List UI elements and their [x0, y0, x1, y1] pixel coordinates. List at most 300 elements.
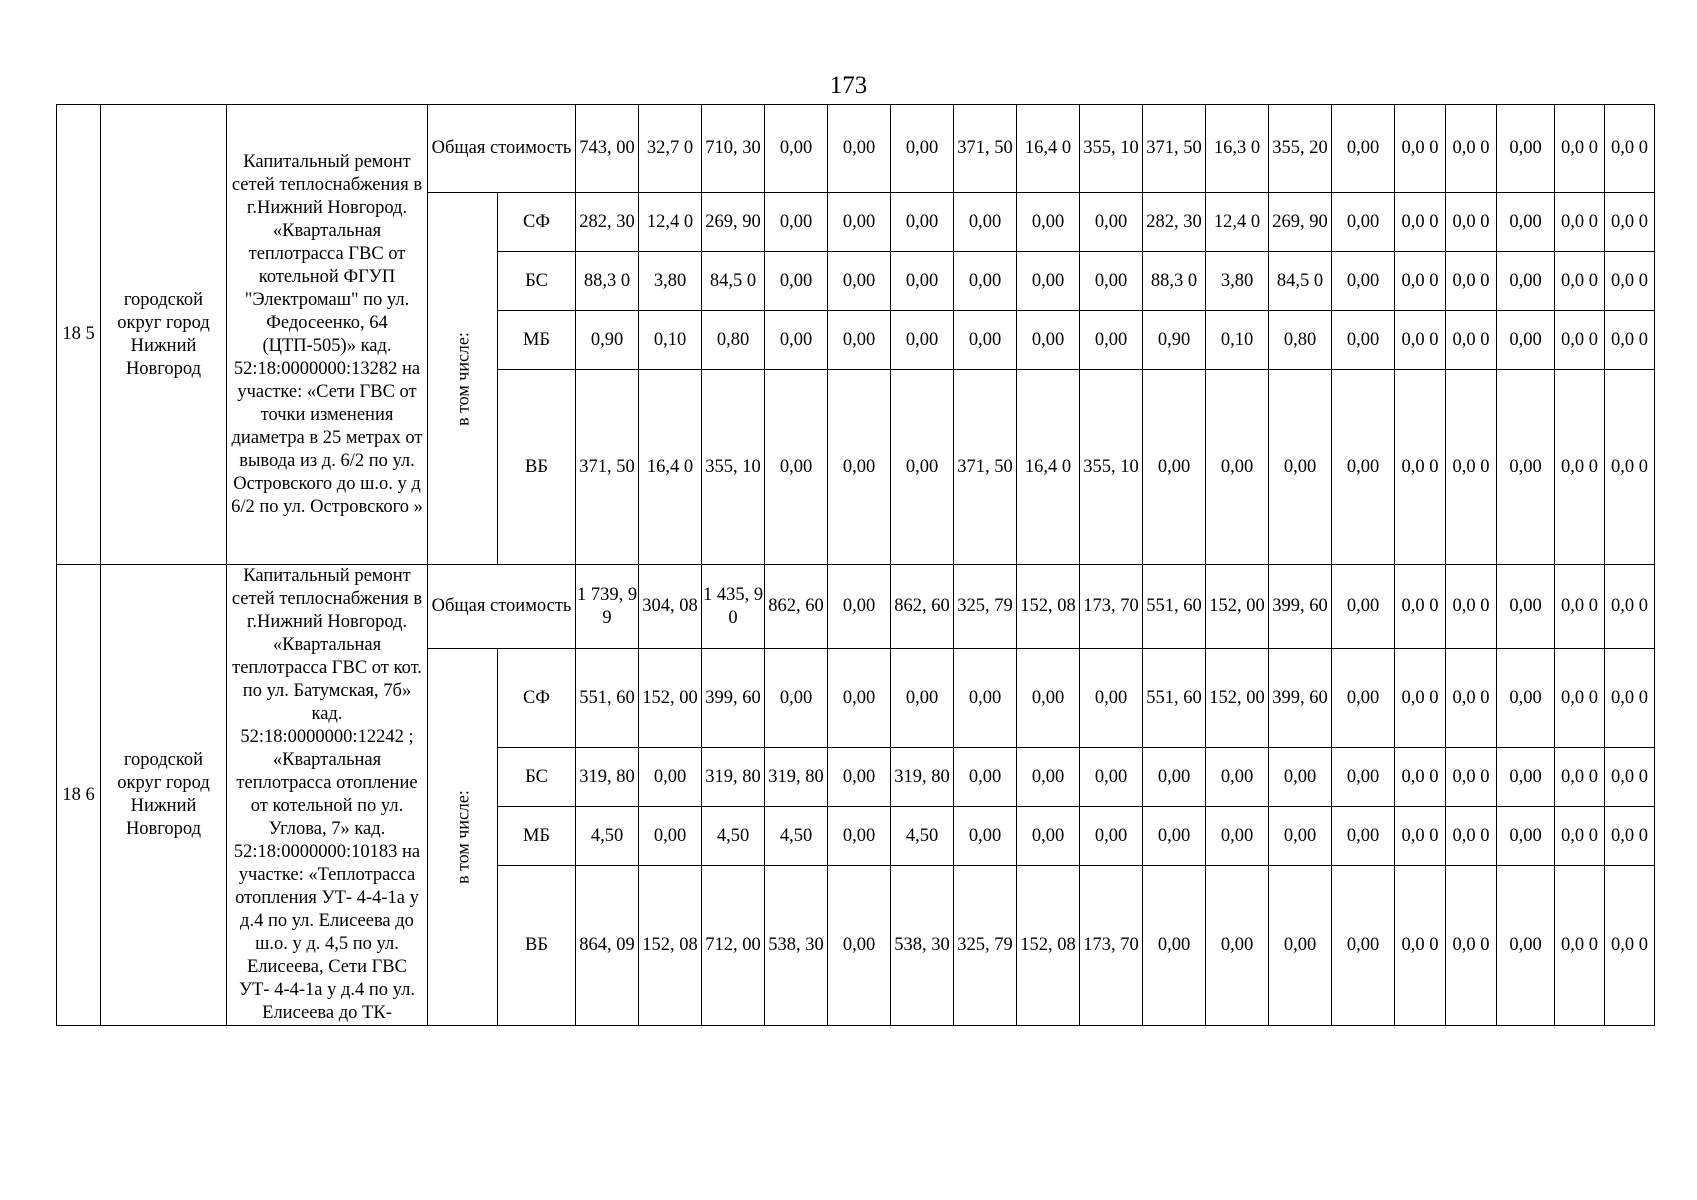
value-cell [891, 748, 954, 807]
value-text: 0,00 [1220, 456, 1254, 477]
value-cell [954, 565, 1017, 649]
value-text: 88,3 0 [1150, 270, 1198, 291]
value-cell [1395, 370, 1446, 565]
value-text: 0,00 [1157, 825, 1191, 846]
table-body [57, 105, 1655, 1026]
value-cell [765, 649, 828, 748]
value-text: 3,80 [653, 270, 687, 291]
project-description-text: Капитальный ремонт сетей теплоснабжения в г.Нижний Новгород. «Квартальная теплотрасса ГВС от котельной ФГУП "Электромаш" по ул. Федосеенко, 64 (ЦТП-505)» кад. 52:18:0000000:13282 на участке: «Сети ГВС от точки изменения диаметра в 25 метрах от вывода из д. 6/2 по ул. Островского до ш.о. у д 6/2 по ул. Островского » [231, 151, 423, 517]
funding-source-label-cell [498, 311, 576, 370]
value-cell [1497, 252, 1555, 311]
value-cell [1497, 649, 1555, 748]
including-label: в том числе: [452, 790, 472, 884]
value-cell [1269, 866, 1332, 1026]
value-cell [891, 105, 954, 193]
value-text: 4,50 [905, 825, 939, 846]
value-text: 0,0 0 [1452, 766, 1490, 787]
value-text: 4,50 [779, 825, 813, 846]
value-text: 0,00 [968, 329, 1002, 350]
value-text: 152, 08 [1020, 596, 1076, 616]
value-text: 551, 60 [1146, 596, 1202, 616]
including-label-cell [428, 193, 498, 565]
value-text: 269, 90 [705, 211, 761, 232]
value-cell [702, 565, 765, 649]
value-cell [1143, 193, 1206, 252]
value-text: 32,7 0 [646, 138, 694, 158]
funding-source-label-cell [498, 649, 576, 748]
value-text: 551, 60 [579, 687, 635, 708]
value-text: 0,00 [1031, 825, 1065, 846]
value-text: 0,00 [1509, 138, 1542, 158]
value-text: 0,0 0 [1561, 456, 1598, 477]
value-text: 0,00 [842, 596, 876, 616]
value-text: 0,00 [1509, 270, 1542, 291]
value-cell [828, 370, 891, 565]
value-cell [765, 807, 828, 866]
value-cell [954, 105, 1017, 193]
value-text: 0,00 [1346, 766, 1380, 787]
value-cell [1605, 193, 1655, 252]
value-text: 0,00 [968, 687, 1002, 708]
value-cell [1497, 565, 1555, 649]
value-cell [1605, 807, 1655, 866]
value-text: 0,00 [842, 825, 876, 846]
value-cell [1395, 649, 1446, 748]
total-label: Общая стоимость [431, 596, 572, 616]
value-cell [828, 252, 891, 311]
value-text: 269, 90 [1272, 211, 1328, 232]
value-cell [1555, 748, 1605, 807]
value-text: 743, 00 [579, 138, 635, 158]
value-text: 0,00 [779, 270, 813, 291]
project-description-text: Капитальный ремонт сетей теплоснабжения в г.Нижний Новгород. «Квартальная теплотрасса ГВС от кот. по ул. Батумская, 7б» кад. 52:18:0000000:12242 ; «Квартальная теплотрасса отопление от котельной по ул. Углова, 7» кад. 52:18:0000000:10183 на участке: «Теплотрасса отопления УТ- 4-4-1а у д.4 по ул. Елисеева до ш.о. у д. 4,5 по ул. Елисеева, Сети ГВС УТ- 4-4-1а у д.4 по ул. Елисеева до ТК- [231, 566, 423, 1023]
value-cell [1080, 565, 1143, 649]
value-cell [639, 565, 702, 649]
value-text: 0,00 [1346, 329, 1380, 350]
value-cell [639, 105, 702, 193]
value-text: 0,00 [1031, 766, 1065, 787]
value-cell [1017, 370, 1080, 565]
value-cell [1332, 105, 1395, 193]
value-text: 152, 00 [642, 687, 698, 708]
value-text: 0,00 [779, 687, 813, 708]
value-cell [1446, 649, 1497, 748]
value-text: 0,00 [1094, 687, 1128, 708]
total-row [57, 105, 1655, 193]
value-text: 0,00 [905, 138, 939, 158]
value-cell [828, 311, 891, 370]
value-cell [1017, 807, 1080, 866]
value-cell [1332, 748, 1395, 807]
value-cell [1080, 252, 1143, 311]
value-cell [639, 193, 702, 252]
total-label-cell [428, 105, 576, 193]
value-text: 84,5 0 [709, 270, 757, 291]
value-cell [891, 252, 954, 311]
value-cell [1206, 649, 1269, 748]
value-cell [765, 193, 828, 252]
value-cell [1143, 370, 1206, 565]
value-text: 0,00 [1509, 329, 1542, 350]
value-text: 88,3 0 [583, 270, 631, 291]
value-text: 0,0 0 [1401, 825, 1439, 846]
value-cell [765, 311, 828, 370]
value-cell [1497, 311, 1555, 370]
value-text: 152, 00 [1209, 687, 1265, 708]
value-cell [1497, 370, 1555, 565]
value-cell [1269, 565, 1332, 649]
value-cell [1206, 565, 1269, 649]
value-text: 0,0 0 [1452, 935, 1490, 955]
value-text: 0,0 0 [1561, 766, 1598, 787]
value-cell [702, 193, 765, 252]
value-text: 399, 60 [1272, 687, 1328, 708]
value-cell [954, 748, 1017, 807]
value-cell [1206, 370, 1269, 565]
value-text: 319, 80 [768, 766, 824, 787]
funding-source-label: МБ [522, 329, 551, 350]
value-cell [576, 370, 639, 565]
including-label: в том числе: [452, 331, 472, 426]
value-cell [828, 649, 891, 748]
value-cell [702, 370, 765, 565]
municipality-text: городской округ город Нижний Новгород [117, 289, 210, 379]
value-cell [639, 748, 702, 807]
value-text: 0,0 0 [1401, 935, 1439, 955]
funding-source-label-cell [498, 807, 576, 866]
value-cell [576, 565, 639, 649]
value-text: 0,00 [1509, 766, 1542, 787]
row-number [57, 565, 101, 1026]
value-cell [1269, 807, 1332, 866]
value-text: 0,00 [1346, 138, 1380, 158]
total-label: Общая стоимость [431, 138, 572, 158]
value-text: 399, 60 [1272, 596, 1328, 616]
value-cell [1446, 748, 1497, 807]
value-cell [1605, 105, 1655, 193]
value-cell [1080, 807, 1143, 866]
value-text: 12,4 0 [1213, 211, 1261, 232]
value-text: 0,00 [1094, 825, 1128, 846]
value-cell [954, 866, 1017, 1026]
value-cell [891, 370, 954, 565]
value-text: 0,80 [1283, 329, 1317, 350]
value-cell [1446, 311, 1497, 370]
value-text: 0,00 [968, 825, 1002, 846]
value-cell [1269, 193, 1332, 252]
value-cell [1017, 565, 1080, 649]
value-text: 0,00 [1346, 270, 1380, 291]
value-text: 0,00 [1157, 766, 1191, 787]
value-text: 0,00 [842, 766, 876, 787]
row-number-text: 18 5 [62, 324, 95, 344]
value-cell [1143, 311, 1206, 370]
value-cell [891, 193, 954, 252]
value-text: 0,00 [1031, 270, 1065, 291]
value-text: 0,0 0 [1561, 270, 1598, 291]
value-text: 862, 60 [768, 596, 824, 616]
value-text: 0,00 [905, 211, 939, 232]
value-cell [828, 748, 891, 807]
value-text: 0,00 [842, 270, 876, 291]
value-text: 12,4 0 [646, 211, 694, 232]
value-text: 1 435, 90 [702, 584, 764, 628]
value-cell [1605, 748, 1655, 807]
value-text: 0,0 0 [1452, 270, 1490, 291]
funding-source-label-cell [498, 748, 576, 807]
value-cell [1332, 649, 1395, 748]
value-cell [702, 105, 765, 193]
value-text: 0,00 [1509, 596, 1542, 616]
value-text: 0,0 0 [1611, 935, 1648, 955]
value-text: 0,0 0 [1401, 329, 1439, 350]
value-cell [1332, 193, 1395, 252]
value-text: 16,3 0 [1213, 138, 1261, 158]
value-cell [1446, 252, 1497, 311]
municipality-text: городской округ город Нижний Новгород [117, 750, 210, 839]
value-cell [1497, 807, 1555, 866]
value-cell [1555, 370, 1605, 565]
funding-source-label-cell [498, 370, 576, 565]
value-cell [1555, 649, 1605, 748]
value-cell [639, 311, 702, 370]
value-cell [702, 252, 765, 311]
value-text: 551, 60 [1146, 687, 1202, 708]
project-description-cell [227, 565, 428, 1026]
value-cell [1206, 866, 1269, 1026]
value-cell [1206, 748, 1269, 807]
value-cell [576, 311, 639, 370]
funding-source-label: СФ [523, 687, 550, 708]
value-cell [891, 565, 954, 649]
value-cell [1395, 193, 1446, 252]
value-text: 0,00 [779, 329, 813, 350]
value-text: 0,0 0 [1401, 456, 1439, 477]
value-cell [1555, 311, 1605, 370]
value-cell [1143, 565, 1206, 649]
value-cell [1395, 105, 1446, 193]
value-cell [765, 565, 828, 649]
value-cell [1497, 193, 1555, 252]
value-text: 4,50 [716, 825, 750, 846]
value-text: 0,0 0 [1561, 935, 1598, 955]
value-text: 0,00 [1509, 456, 1542, 477]
value-cell [1017, 866, 1080, 1026]
value-text: 0,00 [1094, 329, 1128, 350]
value-text: 0,00 [905, 456, 939, 477]
value-text: 0,00 [1094, 270, 1128, 291]
value-text: 0,00 [842, 687, 876, 708]
value-cell [1332, 807, 1395, 866]
value-text: 0,00 [1346, 825, 1380, 846]
total-row [57, 565, 1655, 649]
value-cell [1446, 370, 1497, 565]
value-text: 712, 00 [705, 935, 761, 955]
value-text: 0,00 [1157, 935, 1191, 955]
value-cell [1143, 748, 1206, 807]
value-cell [954, 807, 1017, 866]
value-cell [1206, 807, 1269, 866]
value-cell [891, 807, 954, 866]
value-text: 319, 80 [579, 766, 635, 787]
value-cell [1143, 866, 1206, 1026]
value-cell [576, 649, 639, 748]
value-text: 710, 30 [705, 138, 761, 158]
value-text: 0,00 [779, 211, 813, 232]
value-text: 355, 10 [1083, 456, 1139, 477]
value-text: 864, 09 [579, 935, 635, 955]
value-cell [1605, 370, 1655, 565]
value-text: 0,00 [905, 329, 939, 350]
value-cell [954, 252, 1017, 311]
value-text: 0,0 0 [1452, 329, 1490, 350]
value-text: 0,00 [968, 270, 1002, 291]
value-cell [1497, 105, 1555, 193]
project-description-cell [227, 105, 428, 565]
value-cell [1332, 565, 1395, 649]
value-cell [1446, 565, 1497, 649]
value-cell [765, 252, 828, 311]
funding-source-label: СФ [523, 211, 550, 232]
value-text: 355, 10 [705, 456, 761, 477]
value-text: 0,90 [1157, 329, 1191, 350]
value-text: 152, 08 [1020, 935, 1076, 955]
value-cell [828, 866, 891, 1026]
value-cell [1497, 866, 1555, 1026]
value-text: 371, 50 [579, 456, 635, 477]
value-cell [1143, 649, 1206, 748]
value-text: 0,0 0 [1401, 687, 1439, 708]
value-cell [702, 807, 765, 866]
value-cell [1446, 807, 1497, 866]
value-cell [1017, 649, 1080, 748]
value-cell [1332, 370, 1395, 565]
value-text: 0,0 0 [1561, 211, 1598, 232]
value-text: 0,0 0 [1611, 766, 1648, 787]
value-text: 0,0 0 [1561, 825, 1598, 846]
value-text: 0,00 [905, 687, 939, 708]
value-cell [1269, 311, 1332, 370]
value-text: 0,00 [842, 138, 876, 158]
value-text: 538, 30 [894, 935, 950, 955]
budget-table [56, 104, 1655, 1026]
value-text: 0,0 0 [1561, 687, 1598, 708]
value-text: 0,0 0 [1401, 211, 1439, 232]
value-cell [1017, 748, 1080, 807]
value-cell [1395, 748, 1446, 807]
value-text: 16,4 0 [1024, 456, 1072, 477]
value-cell [765, 370, 828, 565]
value-text: 0,0 0 [1611, 825, 1648, 846]
value-text: 0,00 [1031, 687, 1065, 708]
value-cell [1555, 866, 1605, 1026]
including-label-cell [428, 649, 498, 1026]
value-cell [1555, 807, 1605, 866]
value-cell [1080, 649, 1143, 748]
value-text: 282, 30 [1146, 211, 1202, 232]
value-cell [639, 866, 702, 1026]
value-text: 0,80 [716, 329, 750, 350]
value-cell [1080, 866, 1143, 1026]
value-text: 0,0 0 [1401, 766, 1439, 787]
value-cell [702, 866, 765, 1026]
value-cell [765, 748, 828, 807]
value-text: 0,0 0 [1401, 138, 1439, 158]
value-cell [576, 748, 639, 807]
value-text: 0,0 0 [1611, 270, 1648, 291]
value-cell [1395, 807, 1446, 866]
value-text: 0,10 [1220, 329, 1254, 350]
value-text: 0,00 [779, 456, 813, 477]
value-cell [954, 370, 1017, 565]
value-cell [1206, 311, 1269, 370]
value-cell [576, 193, 639, 252]
value-text: 4,50 [590, 825, 624, 846]
value-cell [1332, 311, 1395, 370]
total-label-cell [428, 565, 576, 649]
value-text: 0,90 [590, 329, 624, 350]
value-text: 0,0 0 [1611, 456, 1648, 477]
value-text: 0,00 [842, 329, 876, 350]
value-cell [1605, 866, 1655, 1026]
value-cell [765, 105, 828, 193]
value-cell [1555, 193, 1605, 252]
value-cell [1080, 193, 1143, 252]
value-text: 325, 79 [957, 935, 1013, 955]
value-cell [1206, 252, 1269, 311]
value-cell [828, 565, 891, 649]
value-cell [576, 807, 639, 866]
value-text: 0,00 [1094, 766, 1128, 787]
value-text: 16,4 0 [646, 456, 694, 477]
value-cell [576, 866, 639, 1026]
value-cell [891, 649, 954, 748]
value-text: 0,0 0 [1401, 596, 1439, 616]
value-text: 371, 50 [957, 138, 1013, 158]
value-text: 319, 80 [705, 766, 761, 787]
value-text: 0,00 [1157, 456, 1191, 477]
value-cell [639, 370, 702, 565]
value-text: 0,0 0 [1561, 596, 1598, 616]
value-cell [828, 193, 891, 252]
value-text: 1 739, 99 [576, 584, 638, 628]
value-cell [1555, 565, 1605, 649]
funding-source-label-cell [498, 252, 576, 311]
value-cell [1446, 866, 1497, 1026]
value-text: 0,0 0 [1611, 596, 1648, 616]
value-text: 0,00 [653, 825, 687, 846]
value-text: 0,0 0 [1452, 825, 1490, 846]
value-text: 862, 60 [894, 596, 950, 616]
value-text: 0,00 [1031, 329, 1065, 350]
value-cell [1017, 252, 1080, 311]
value-text: 3,80 [1220, 270, 1254, 291]
value-cell [1395, 565, 1446, 649]
value-cell [1017, 193, 1080, 252]
value-cell [1555, 252, 1605, 311]
funding-source-label-cell [498, 866, 576, 1026]
value-text: 0,00 [842, 935, 876, 955]
value-text: 319, 80 [894, 766, 950, 787]
value-cell [765, 866, 828, 1026]
value-text: 152, 08 [642, 935, 698, 955]
value-cell [1269, 748, 1332, 807]
value-text: 0,0 0 [1611, 329, 1648, 350]
value-cell [954, 193, 1017, 252]
value-text: 173, 70 [1083, 935, 1139, 955]
value-cell [954, 649, 1017, 748]
value-text: 0,00 [1283, 935, 1317, 955]
